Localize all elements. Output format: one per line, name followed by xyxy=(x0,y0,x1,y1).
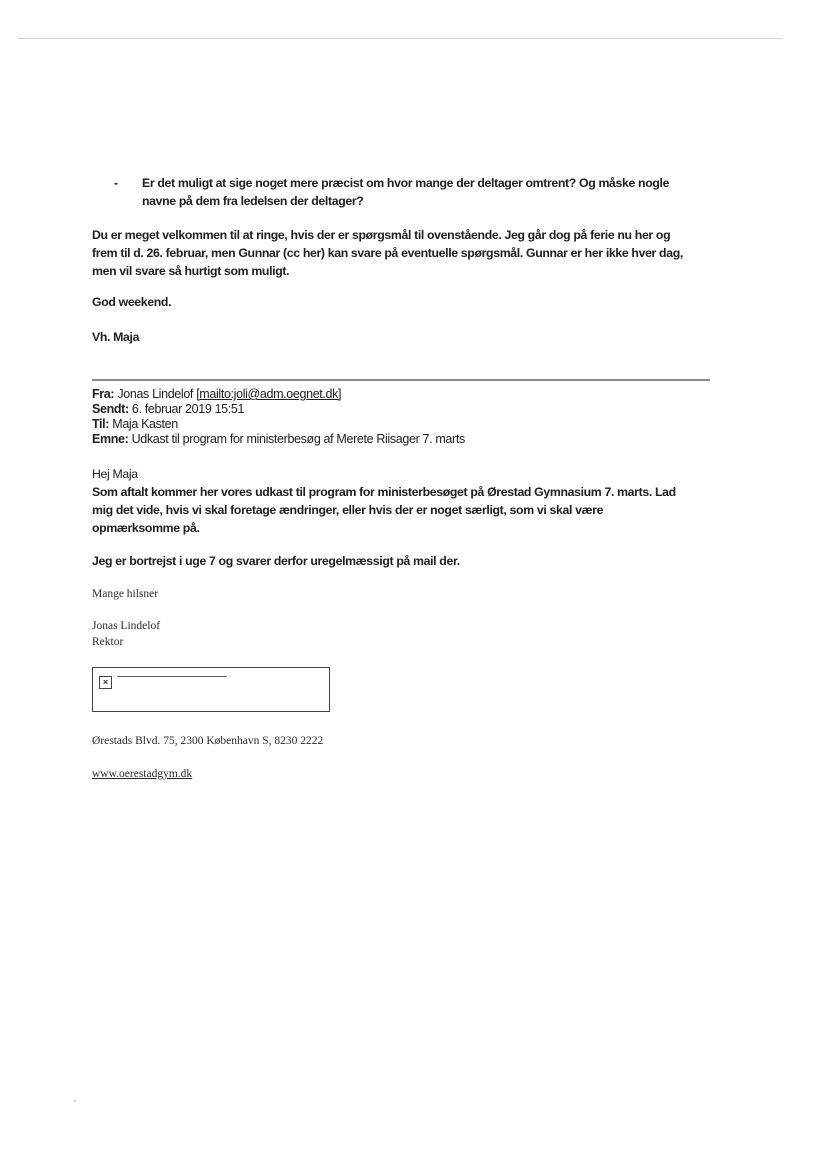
reply-line: frem til d. 26. februar, men Gunnar (cc her) kan svare på eventuelle spørgsmål. Gunnar er her ikke hver dag, xyxy=(92,246,683,260)
subject-value: Udkast til program for ministerbesøg af Merete Riisager 7. marts xyxy=(131,432,465,446)
header-sent xyxy=(92,402,712,417)
bullet-line: Er det muligt at sige noget mere præcist om hvor mange der deltager omtrent? Og måske nogle xyxy=(142,176,670,190)
travel-note: Jeg er bortrejst i uge 7 og svarer derfor uregelmæssigt på mail der. xyxy=(92,554,460,568)
signature-closing: Mange hilsner xyxy=(92,588,159,600)
subject-label: Emne: xyxy=(92,432,129,446)
reply-line: men vil svare så hurtigt som muligt. xyxy=(92,264,290,278)
email-header-divider xyxy=(92,379,710,381)
scan-speck xyxy=(74,1100,76,1102)
image-caption-line xyxy=(117,676,227,677)
reply-paragraph xyxy=(92,226,712,280)
from-mailto-link[interactable]: [mailto:joli@adm.oegnet.dk] xyxy=(196,387,342,401)
original-line: Som aftalt kommer her vores udkast til program for ministerbesøget på Ørestad Gymnasium 7. marts. Lad xyxy=(92,485,676,499)
bullet-line: navne på dem fra ledelsen der deltager? xyxy=(142,194,364,208)
signature-address: Ørestads Blvd. 75, 2300 København S, 8230 2222 xyxy=(92,735,324,747)
original-paragraph xyxy=(92,483,712,537)
website-link[interactable]: www.oerestadgym.dk xyxy=(92,768,193,780)
scan-edge-line xyxy=(18,38,783,39)
signature-image-placeholder xyxy=(92,667,330,712)
reply-signoff: Vh. Maja xyxy=(92,330,140,344)
to-label: Til: xyxy=(92,417,110,431)
signature-title: Rektor xyxy=(92,636,124,648)
reply-greeting: God weekend. xyxy=(92,295,172,309)
signature-name: Jonas Lindelof xyxy=(92,620,161,632)
bullet-dash: - xyxy=(114,176,119,190)
header-to xyxy=(92,417,712,432)
bullet-text xyxy=(142,174,712,210)
sent-value: 6. februar 2019 15:51 xyxy=(131,402,245,416)
original-line: opmærksomme på. xyxy=(92,521,200,535)
header-subject xyxy=(92,432,712,447)
sent-label: Sendt: xyxy=(92,402,129,416)
header-from xyxy=(92,387,712,402)
broken-image-icon: × xyxy=(99,676,112,689)
original-salutation: Hej Maja xyxy=(92,467,138,481)
original-line: mig det vide, hvis vi skal foretage ændringer, eller hvis der er noget særligt, som vi skal være xyxy=(92,503,604,517)
from-label: Fra: xyxy=(92,387,115,401)
reply-line: Du er meget velkommen til at ringe, hvis der er spørgsmål til ovenstående. Jeg går dog på ferie nu her og xyxy=(92,228,671,242)
to-value: Maja Kasten xyxy=(112,417,178,431)
from-name: Jonas Lindelof xyxy=(117,387,194,401)
